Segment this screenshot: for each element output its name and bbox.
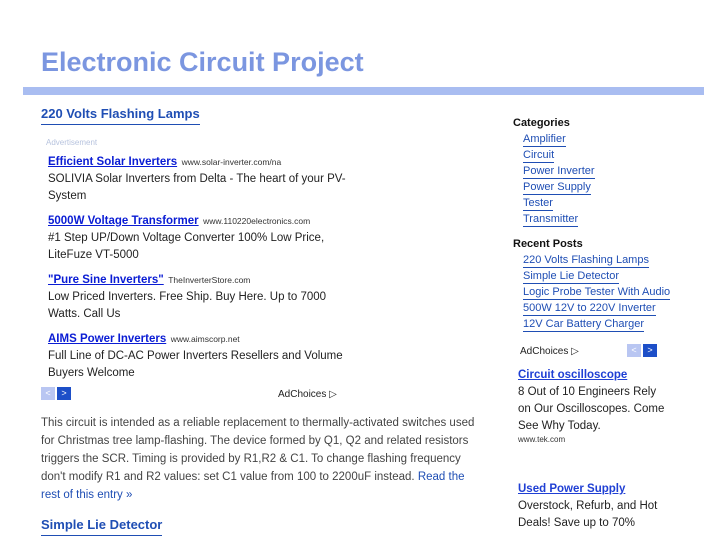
sidebar-ad-title-link[interactable]: Used Power Supply: [518, 483, 626, 495]
ad-url[interactable]: TheInverterStore.com: [168, 275, 251, 285]
ad-title-link[interactable]: Efficient Solar Inverters: [48, 156, 178, 168]
category-link-power-supply[interactable]: Power Supply: [523, 181, 591, 193]
chevron-right-icon[interactable]: >: [643, 344, 657, 357]
ad-unit: [48, 154, 348, 205]
adchoices-icon: ▷: [571, 346, 579, 357]
adchoices-icon: ▷: [329, 389, 337, 400]
sidebar-adchoices-link[interactable]: [520, 345, 579, 358]
sidebar-ad-title-link[interactable]: Circuit oscilloscope: [518, 369, 628, 381]
recent-post-link[interactable]: 220 Volts Flashing Lamps: [523, 254, 649, 266]
ad-url[interactable]: www.aimscorp.net: [170, 334, 240, 344]
ad-pagination: [41, 387, 71, 400]
sidebar-ad-url[interactable]: www.tek.com: [518, 435, 566, 444]
post-excerpt-text: This circuit is intended as a reliable replacement to thermally-activated switches used for Christmas tree lamp-flashing. The device formed by Q1, Q2 and related resistors triggers the SCR. Timing is provided by R1,R2 & C1. To change flashing frequency don't modify R1 and R2 values: set C1 value from 100 to 2200uF instead.: [41, 417, 475, 483]
ad-url[interactable]: www.solar-inverter.com/na: [181, 157, 282, 167]
category-link-transmitter[interactable]: Transmitter: [523, 213, 579, 225]
post-title-lie-detector[interactable]: Simple Lie Detector: [41, 517, 162, 536]
ad-title-link[interactable]: 5000W Voltage Transformer: [48, 215, 199, 227]
ad-unit: [48, 213, 348, 264]
ad-description: Full Line of DC-AC Power Inverters Resellers and Volume Buyers Welcome: [48, 350, 343, 379]
category-link-amplifier[interactable]: Amplifier: [523, 133, 566, 145]
categories-list: [523, 133, 595, 229]
recent-post-link[interactable]: 12V Car Battery Charger: [523, 318, 645, 330]
sidebar-ad-description: Overstock, Refurb, and Hot Deals! Save up to 70%: [518, 500, 658, 529]
ad-url[interactable]: www.110220electronics.com: [203, 216, 311, 226]
recent-posts-heading: Recent Posts: [513, 238, 583, 250]
ad-description: #1 Step UP/Down Voltage Converter 100% Low Price, LiteFuze VT-5000: [48, 232, 325, 261]
category-link-circuit[interactable]: Circuit: [523, 149, 555, 161]
adchoices-label: AdChoices: [520, 346, 569, 357]
category-link-power-inverter[interactable]: Power Inverter: [523, 165, 595, 177]
adchoices-label: AdChoices: [278, 389, 327, 400]
recent-post-link[interactable]: 500W 12V to 220V Inverter: [523, 302, 656, 314]
chevron-left-icon[interactable]: <: [41, 387, 55, 400]
ad-unit: [48, 272, 348, 323]
chevron-right-icon[interactable]: >: [57, 387, 71, 400]
advertisement-label: Advertisement: [46, 138, 98, 147]
sidebar-ad-description: 8 Out of 10 Engineers Rely on Our Oscilloscopes. Come See Why Today.: [518, 386, 665, 432]
site-title[interactable]: Electronic Circuit Project: [41, 47, 364, 77]
chevron-left-icon[interactable]: <: [627, 344, 641, 357]
post-excerpt: [41, 414, 486, 504]
recent-post-link[interactable]: Logic Probe Tester With Audio: [523, 286, 671, 298]
read-more-link[interactable]: Read the rest of this entry »: [41, 471, 465, 501]
sidebar-ad-unit: [518, 479, 668, 532]
ad-description: SOLIVIA Solar Inverters from Delta - The heart of your PV-System: [48, 173, 346, 202]
adchoices-link[interactable]: [278, 388, 337, 401]
ad-description: Low Priced Inverters. Free Ship. Buy Here. Up to 7000 Watts. Call Us: [48, 291, 327, 320]
recent-posts-list: [523, 254, 670, 334]
sidebar-ad-unit: [518, 365, 668, 445]
sidebar-ad-pagination: [627, 344, 657, 357]
ad-title-link[interactable]: "Pure Sine Inverters": [48, 274, 164, 286]
header-bar: [23, 87, 704, 95]
category-link-tester[interactable]: Tester: [523, 197, 553, 209]
ad-title-link[interactable]: AIMS Power Inverters: [48, 333, 167, 345]
categories-heading: Categories: [513, 117, 570, 129]
recent-post-link[interactable]: Simple Lie Detector: [523, 270, 619, 282]
post-title-flashing-lamps[interactable]: 220 Volts Flashing Lamps: [41, 106, 200, 125]
ad-unit: [48, 331, 348, 382]
